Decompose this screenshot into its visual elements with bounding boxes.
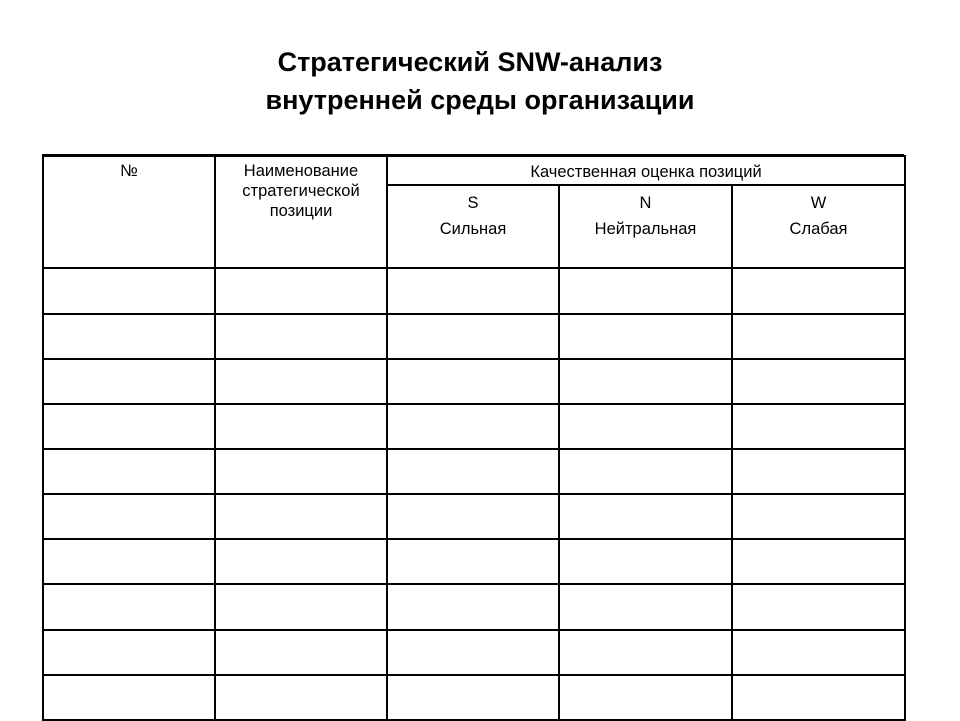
neutral-code: N bbox=[639, 194, 652, 213]
strong-label: Сильная bbox=[439, 220, 507, 239]
table-cell[interactable] bbox=[559, 314, 732, 359]
column-header-number: № bbox=[43, 156, 215, 268]
column-header-neutral bbox=[559, 185, 732, 268]
table-cell[interactable] bbox=[559, 359, 732, 404]
table-cell[interactable] bbox=[215, 314, 387, 359]
table-cell[interactable] bbox=[215, 675, 387, 720]
table-cell[interactable] bbox=[732, 675, 905, 720]
table-cell[interactable] bbox=[732, 314, 905, 359]
table-row bbox=[43, 494, 905, 539]
table-cell[interactable] bbox=[387, 404, 559, 449]
weak-code: W bbox=[810, 194, 827, 213]
weak-label: Слабая bbox=[789, 220, 848, 239]
table-row bbox=[43, 268, 905, 313]
table-cell[interactable] bbox=[215, 539, 387, 584]
table-row bbox=[43, 675, 905, 720]
column-header-assessment-group: Качественная оценка позиций bbox=[387, 156, 905, 185]
table-row bbox=[43, 584, 905, 629]
table-row bbox=[43, 359, 905, 404]
table-row bbox=[43, 630, 905, 675]
table-row bbox=[43, 404, 905, 449]
table-row bbox=[43, 449, 905, 494]
table-cell[interactable] bbox=[43, 584, 215, 629]
table-cell[interactable] bbox=[387, 268, 559, 313]
table-cell[interactable] bbox=[215, 359, 387, 404]
column-header-position-name: Наименование стратегической позиции bbox=[215, 156, 387, 268]
table-cell[interactable] bbox=[215, 630, 387, 675]
page-title: Стратегический SNW-анализ bbox=[277, 47, 663, 77]
table-cell[interactable] bbox=[43, 268, 215, 313]
table-cell[interactable] bbox=[732, 584, 905, 629]
table-cell[interactable] bbox=[43, 449, 215, 494]
column-header-strong bbox=[387, 185, 559, 268]
table-header-row bbox=[43, 156, 905, 185]
table-cell[interactable] bbox=[732, 404, 905, 449]
table-cell[interactable] bbox=[387, 675, 559, 720]
table-cell[interactable] bbox=[732, 359, 905, 404]
column-header-weak bbox=[732, 185, 905, 268]
snw-analysis-table bbox=[42, 155, 906, 721]
table-cell[interactable] bbox=[387, 630, 559, 675]
table-cell[interactable] bbox=[43, 630, 215, 675]
table-row bbox=[43, 539, 905, 584]
table-cell[interactable] bbox=[559, 675, 732, 720]
table-cell[interactable] bbox=[215, 449, 387, 494]
table-cell[interactable] bbox=[43, 494, 215, 539]
table-cell[interactable] bbox=[732, 268, 905, 313]
table-cell[interactable] bbox=[387, 449, 559, 494]
table-cell[interactable] bbox=[387, 359, 559, 404]
table-cell[interactable] bbox=[43, 404, 215, 449]
table-row bbox=[43, 314, 905, 359]
table-cell[interactable] bbox=[559, 584, 732, 629]
table-cell[interactable] bbox=[559, 404, 732, 449]
neutral-label: Нейтральная bbox=[594, 220, 697, 239]
table-cell[interactable] bbox=[732, 630, 905, 675]
table-cell[interactable] bbox=[215, 584, 387, 629]
page-subtitle: внутренней среды организации bbox=[265, 85, 695, 115]
table-cell[interactable] bbox=[387, 539, 559, 584]
table-cell[interactable] bbox=[559, 539, 732, 584]
strong-code: S bbox=[467, 194, 479, 213]
table-cell[interactable] bbox=[559, 630, 732, 675]
table-cell[interactable] bbox=[43, 675, 215, 720]
table-cell[interactable] bbox=[559, 268, 732, 313]
table-cell[interactable] bbox=[559, 494, 732, 539]
table-cell[interactable] bbox=[732, 539, 905, 584]
table-cell[interactable] bbox=[43, 314, 215, 359]
table-body bbox=[43, 268, 905, 720]
table-cell[interactable] bbox=[559, 449, 732, 494]
table-cell[interactable] bbox=[43, 359, 215, 404]
table-cell[interactable] bbox=[215, 268, 387, 313]
table-cell[interactable] bbox=[215, 494, 387, 539]
table-cell[interactable] bbox=[387, 314, 559, 359]
table-cell[interactable] bbox=[215, 404, 387, 449]
table-cell[interactable] bbox=[387, 494, 559, 539]
table-cell[interactable] bbox=[43, 539, 215, 584]
table-cell[interactable] bbox=[732, 449, 905, 494]
table-cell[interactable] bbox=[732, 494, 905, 539]
table-cell[interactable] bbox=[387, 584, 559, 629]
